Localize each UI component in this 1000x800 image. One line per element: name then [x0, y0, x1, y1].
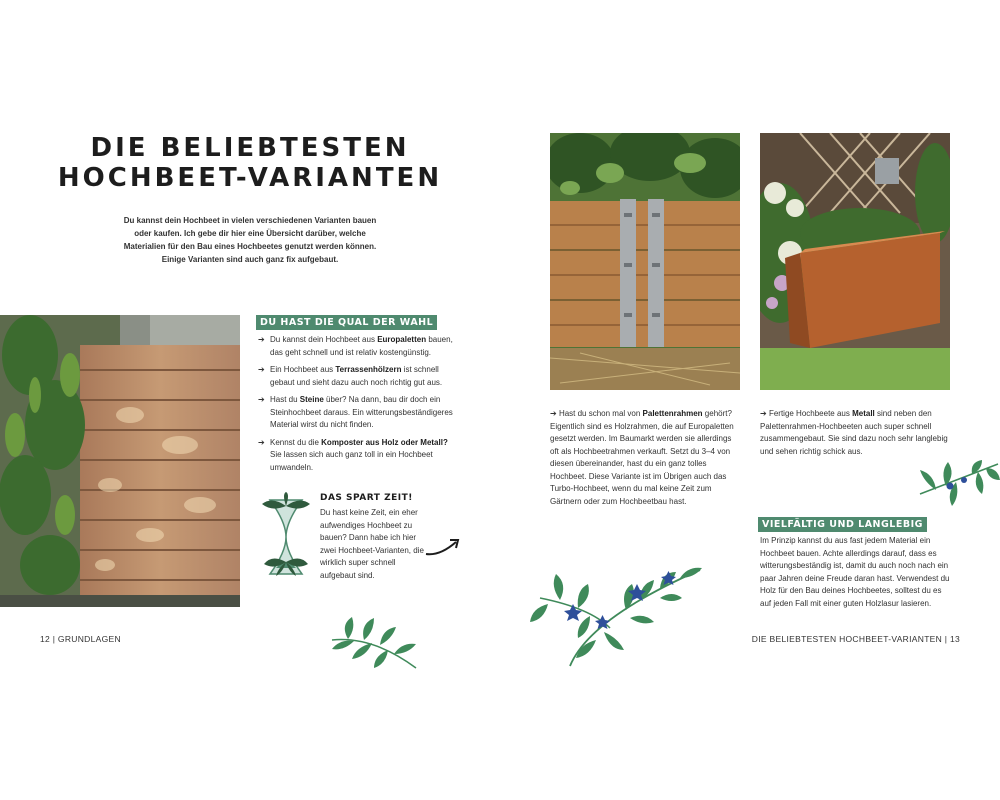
arrow-bullet-icon: ➔ — [258, 395, 265, 404]
list-item: ➔ Ein Hochbeet aus Terrassenhölzern ist schnell gebaut und sieht dazu auch noch richtig gut aus. — [258, 365, 443, 387]
section-heading-choice: DU HAST DIE QUAL DER WAHL — [256, 315, 437, 330]
leaf-branch-icon — [916, 460, 1000, 517]
intro-text: Du kannst dein Hochbeet in vielen verschiedenen Varianten bauen oder kaufen. Ich gebe dir hier eine Übersicht darüber, welche Materialien für den Bau eines Hochbeetes genutzt werden können. Einige Varianten sind auch ganz fix aufgebaut. — [123, 216, 377, 264]
tip-box — [320, 493, 430, 582]
wooden-bed-photo — [0, 315, 240, 607]
hourglass-icon — [258, 492, 314, 587]
page-number-right: 13 — [949, 634, 960, 644]
title-line-2: HOCHBEET-VARIANTEN — [57, 163, 443, 193]
leaf-branch-icon — [328, 612, 420, 677]
leaf-branch-icon — [530, 548, 710, 673]
list-item: ➔ Du kannst dein Hochbeet aus Europaletten bauen, das geht schnell und ist relativ kostengünstig. — [258, 335, 453, 357]
footer-section-right: DIE BELIEBTESTEN HOCHBEET-VARIANTEN — [751, 634, 943, 644]
page-number-left: 12 — [40, 634, 51, 644]
footer-left: 12 | GRUNDLAGEN — [40, 634, 121, 644]
arrow-bullet-icon: ➔ — [550, 409, 559, 418]
curved-arrow-icon — [424, 536, 462, 563]
footer-right: DIE BELIEBTESTEN HOCHBEET-VARIANTEN | 13 — [751, 634, 960, 644]
arrow-bullet-icon: ➔ — [258, 335, 265, 344]
variety-text: Im Prinzip kannst du aus fast jedem Material ein Hochbeet bauen. Achte allerdings darauf, dass es witterungsbeständig ist, damit du auch noch nach ein paar Jahren deine Freude daran hast. Verwendest du Holz für den Bau deines Hochbeetes, solltest du es auf jeden Fall mit einer guten Holzlasur lasieren. — [760, 536, 950, 608]
section-heading-variety: VIELFÄLTIG UND LANGLEBIG — [758, 517, 927, 532]
list-item: ➔ Hast du Steine über? Na dann, bau dir doch ein Steinhochbeet daraus. Ein witterungsbeständigeres Material wirst du nicht finden. — [258, 395, 453, 429]
arrow-bullet-icon: ➔ — [258, 365, 265, 374]
metal-bed-photo — [760, 133, 950, 390]
arrow-bullet-icon: ➔ — [258, 437, 265, 447]
pallet-frame-photo — [550, 133, 740, 390]
list-item: ➔ Kennst du die Komposter aus Holz oder Metall? Sie lassen sich auch ganz toll in ein Hochbeet umwandeln. — [258, 437, 448, 472]
pallet-frame-text: ➔ Hast du schon mal von Palettenrahmen gehört? Eigentlich sind es Holzrahmen, die auf Europaletten gesetzt werden. Im Baumarkt werden sie allerdings oft als Hochbeetrahmen verkauft. Setzt du 3–4 von diesen übereinander, hast du ein ganz tolles Hochbeet. Diese Variante ist im Übrigen auch das Turbo-Hochbeet, wenn du mal keine Zeit zum Gärtnern oder zum Hochbeetbau hast. — [550, 409, 734, 506]
tip-heading: DAS SPART ZEIT! — [320, 493, 413, 503]
material-bullet-list — [258, 334, 453, 479]
tip-text: Du hast keine Zeit, ein eher aufwendiges Hochbeet zu bauen? Dann habe ich hier zwei Hochbeet-Varianten, die wirklich super schnell aufgebaut sind. — [320, 508, 424, 580]
page-title — [40, 133, 460, 193]
footer-section-left: GRUNDLAGEN — [57, 634, 121, 644]
title-line-1: DIE BELIEBTESTEN — [90, 133, 410, 163]
arrow-bullet-icon: ➔ — [760, 409, 769, 418]
metal-bed-text: ➔ Fertige Hochbeete aus Metall sind neben den Palettenrahmen-Hochbeeten auch super schnell zusammengebaut. Sie sind dazu noch sehr langlebig und sehen richtig schick aus. — [760, 409, 948, 456]
